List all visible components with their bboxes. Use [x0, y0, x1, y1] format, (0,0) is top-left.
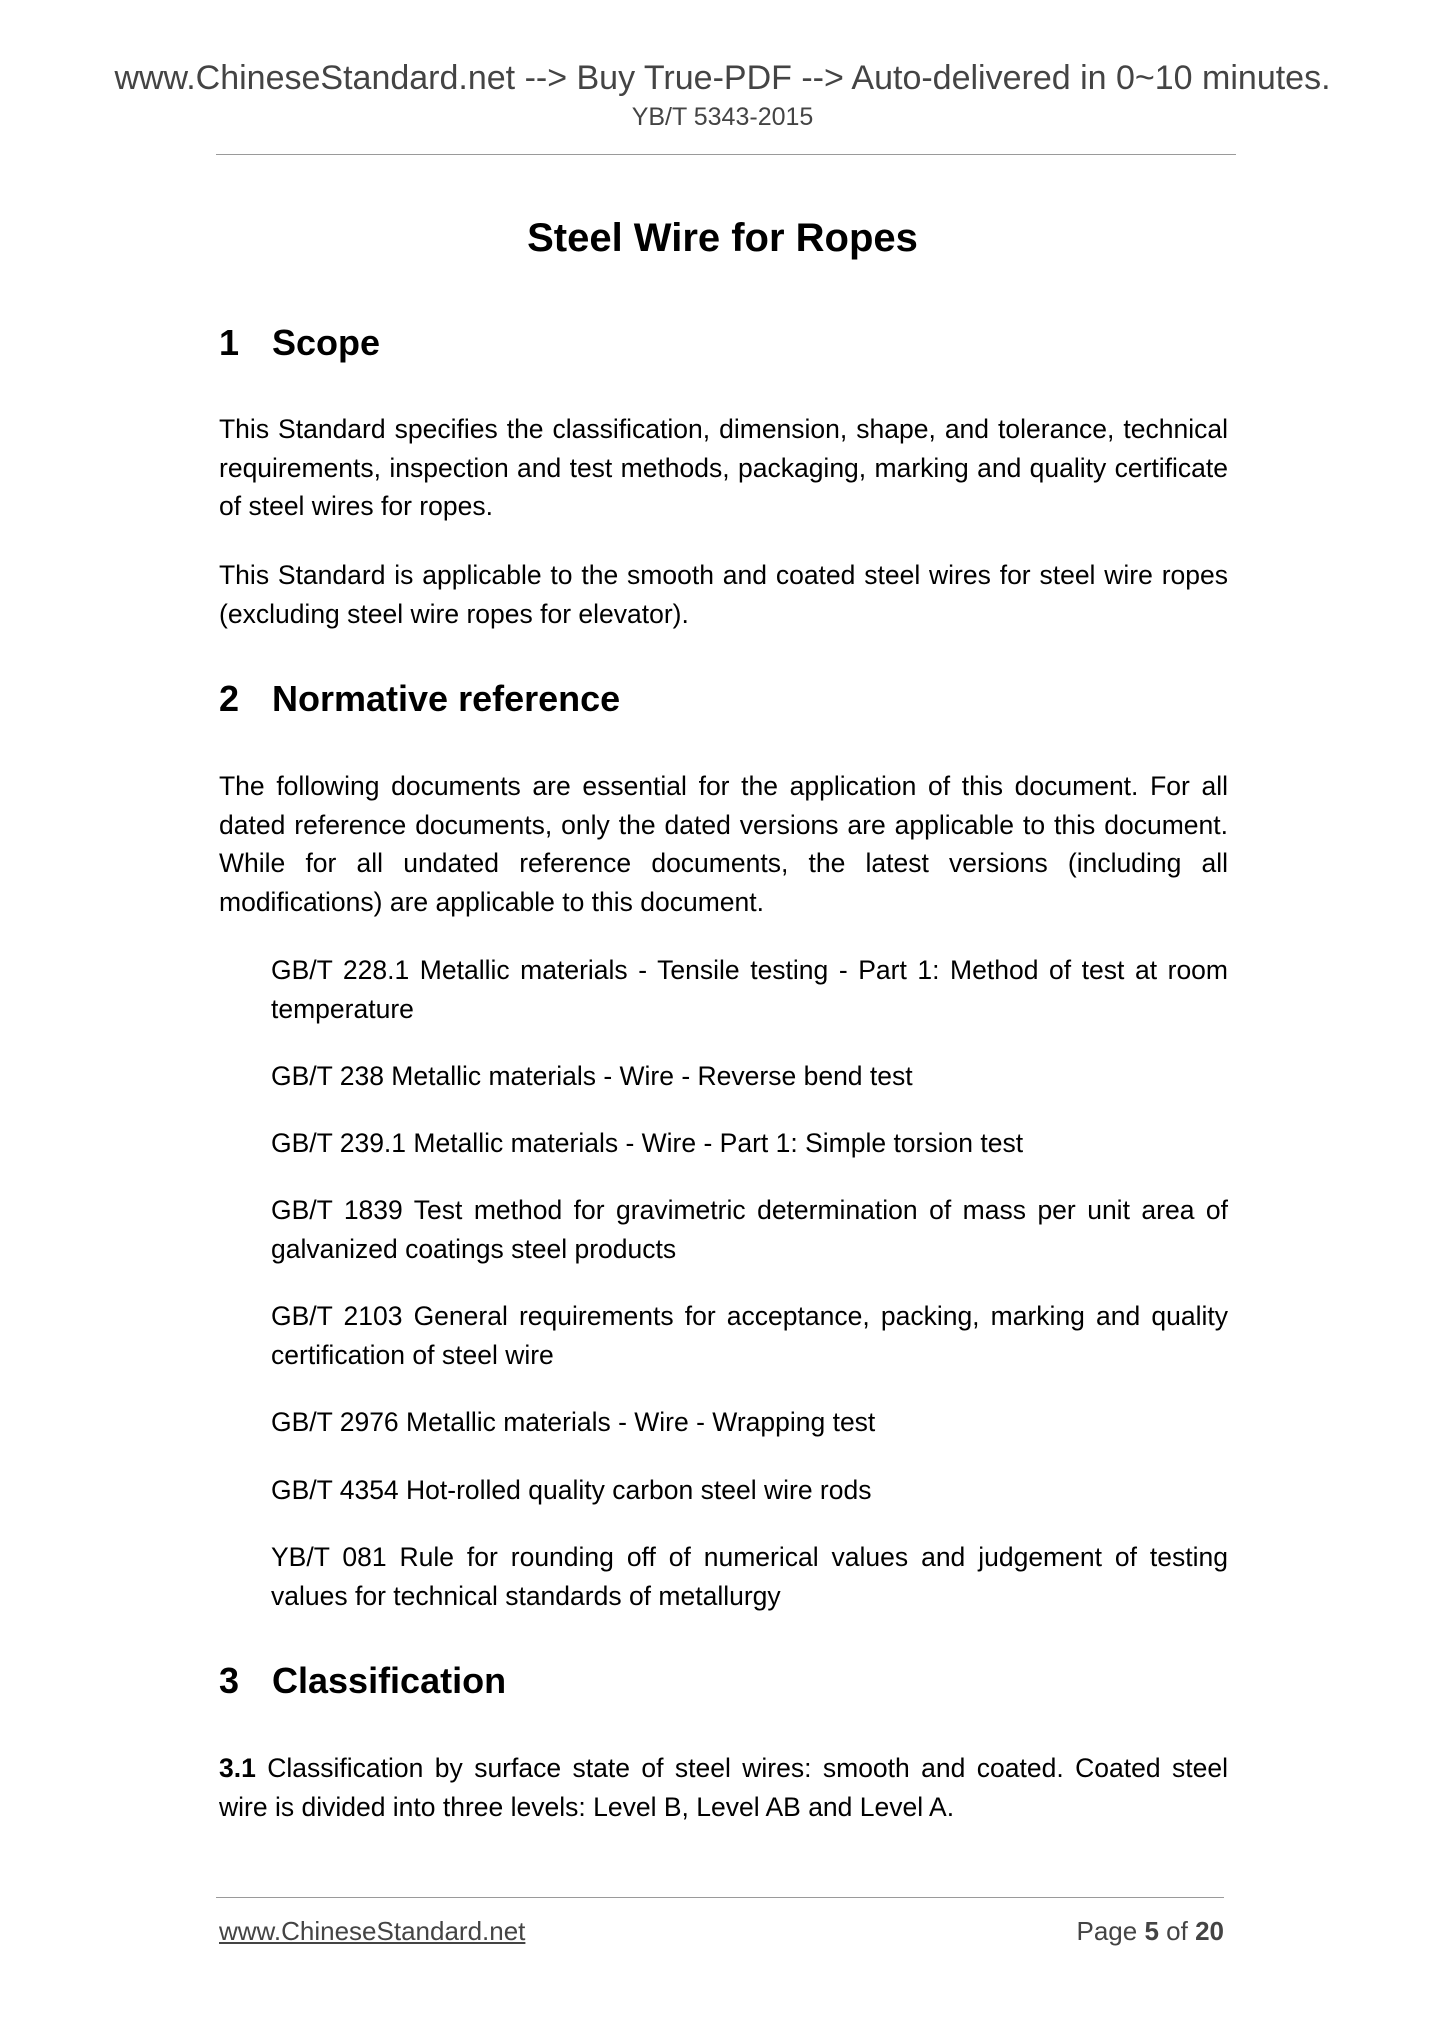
standard-code: YB/T 5343-2015	[631, 103, 814, 131]
normative-paragraph: The following documents are essential for the application of this document. For all dated reference documents, only the dated versions are applicable to this document. While for all undated reference documents, the latest versions (including all modifications) are applicable to this document.	[219, 771, 1228, 917]
header-divider	[216, 154, 1236, 155]
section-3-heading	[219, 1659, 506, 1703]
page-current: 5	[1144, 1916, 1159, 1946]
document-title: Steel Wire for Ropes	[527, 216, 918, 260]
footer-website-link[interactable]: www.ChineseStandard.net	[219, 1916, 526, 1946]
section-number: 2	[219, 678, 240, 719]
page-of-label: of	[1166, 1916, 1188, 1946]
reference-item: GB/T 238 Metallic materials - Wire - Reverse bend test	[271, 1061, 913, 1091]
clause-text: Classification by surface state of steel wires: smooth and coated. Coated steel wire is divided into three levels: Level B, Level AB and Level A.	[219, 1753, 1228, 1822]
section-title: Classification	[272, 1660, 507, 1701]
clause-3-1	[219, 1749, 1228, 1826]
reference-item: GB/T 239.1 Metallic materials - Wire - Part 1: Simple torsion test	[271, 1128, 1024, 1158]
header-banner: www.ChineseStandard.net --> Buy True-PDF --> Auto-delivered in 0~10 minutes.	[114, 59, 1331, 97]
section-title: Scope	[272, 322, 381, 363]
reference-item: GB/T 228.1 Metallic materials - Tensile testing - Part 1: Method of test at room temperature	[271, 955, 1228, 1024]
clause-number: 3.1	[219, 1753, 256, 1783]
scope-paragraph-1: This Standard specifies the classification, dimension, shape, and tolerance, technical requirements, inspection and test methods, packaging, marking and quality certificate of steel wires for ropes.	[219, 414, 1228, 521]
section-2-heading	[219, 677, 620, 721]
reference-item: GB/T 4354 Hot-rolled quality carbon steel wire rods	[271, 1475, 872, 1505]
page-indicator	[1076, 1915, 1224, 1947]
page-label: Page	[1076, 1916, 1138, 1946]
section-number: 3	[219, 1660, 240, 1701]
reference-item: GB/T 1839 Test method for gravimetric determination of mass per unit area of galvanized coatings steel products	[271, 1195, 1228, 1264]
page-total: 20	[1195, 1916, 1224, 1946]
reference-item: YB/T 081 Rule for rounding off of numerical values and judgement of testing values for technical standards of metallurgy	[271, 1542, 1228, 1611]
section-number: 1	[219, 322, 240, 363]
section-1-heading	[219, 321, 380, 365]
reference-item: GB/T 2976 Metallic materials - Wire - Wrapping test	[271, 1407, 876, 1437]
reference-item: GB/T 2103 General requirements for acceptance, packing, marking and quality certification of steel wire	[271, 1301, 1228, 1370]
section-title: Normative reference	[272, 678, 621, 719]
scope-paragraph-2: This Standard is applicable to the smooth and coated steel wires for steel wire ropes (excluding steel wire ropes for elevator).	[219, 560, 1228, 629]
footer-divider	[216, 1897, 1224, 1898]
